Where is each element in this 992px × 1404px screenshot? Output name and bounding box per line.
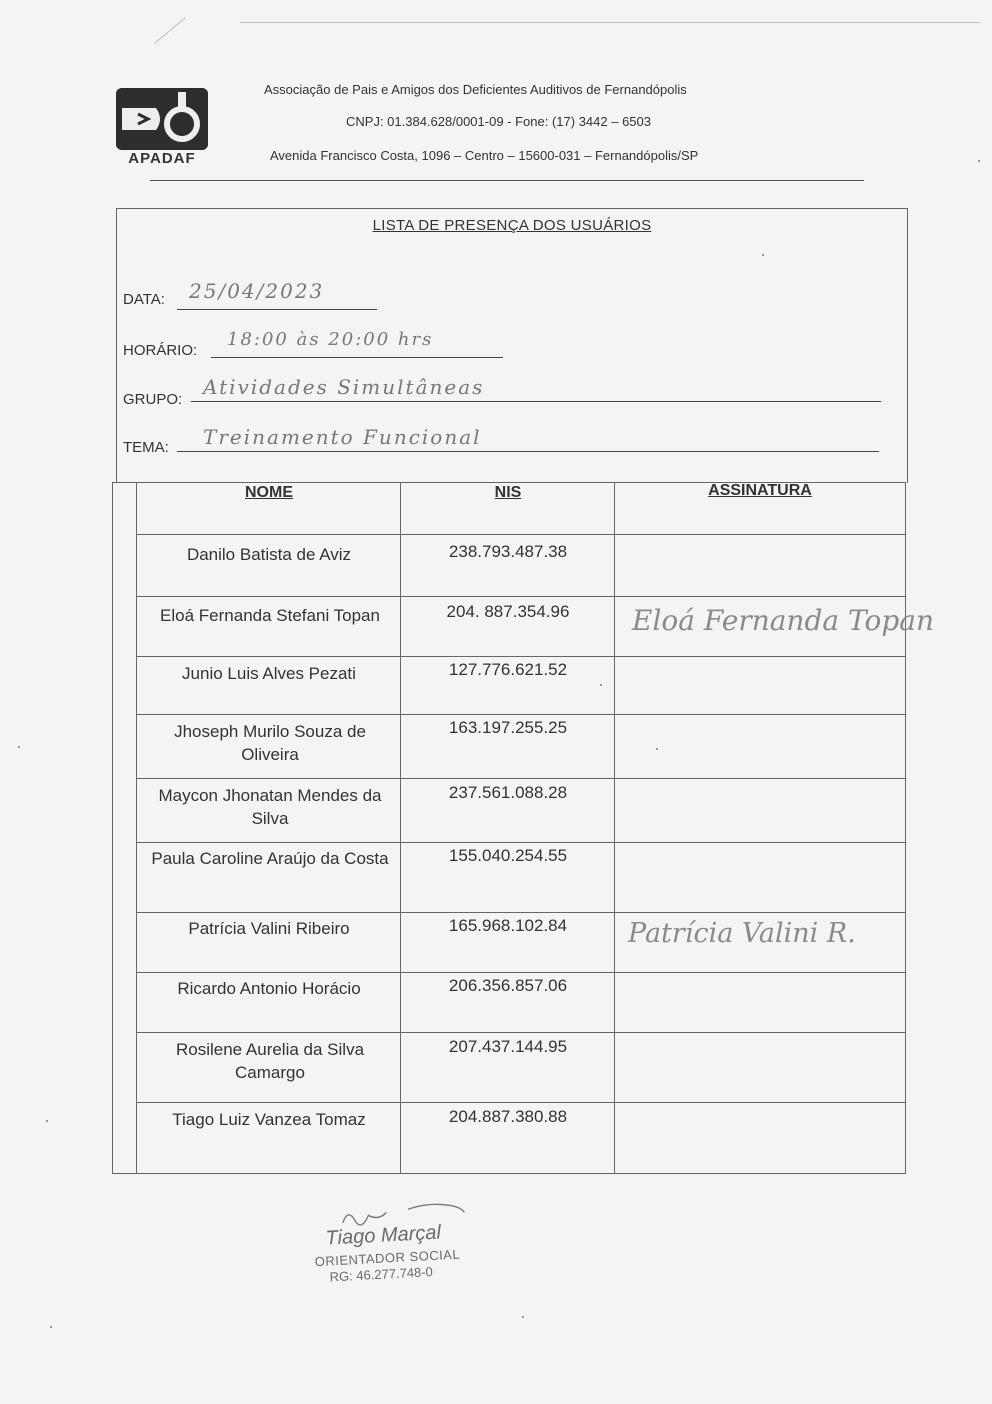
row-divider [136,596,906,597]
table-row-name: Eloá Fernanda Stefani Topan [160,606,380,625]
logo-text: APADAF [128,150,196,167]
table-row-name: Junio Luis Alves Pezati [182,664,356,683]
horario-label: HORÁRIO: [123,342,198,359]
data-underline [177,309,377,310]
social-advisor-stamp [298,1195,492,1295]
scan-speck [46,1120,48,1122]
row-divider [136,842,906,843]
row-divider [136,912,906,913]
column-header-nome: NOME [245,484,293,501]
table-row-name: Ricardo Antonio Horácio [177,979,361,998]
scan-speck [656,748,658,750]
header-divider [150,180,864,181]
grupo-underline [191,401,881,402]
table-row-nis: 238.793.487.38 [448,542,568,561]
column-divider-1 [400,482,401,1174]
stamp-name: Tiago Marçal [324,1221,442,1250]
horario-value: 18:00 às 20:00 hrs [227,329,434,350]
table-row-nis: 155.040.254.55 [448,846,568,865]
row-divider [136,534,906,535]
data-value: 25/04/2023 [189,279,325,303]
stamp-role: ORIENTADOR SOCIAL [314,1246,461,1270]
data-label: DATA: [123,291,165,308]
table-row-nis: 127.776.621.52 [448,660,568,679]
table-row-nis: 165.968.102.84 [448,916,568,935]
stamp-rg: RG: 46.277.748-0 [329,1264,434,1285]
table-row-nis: 237.561.088.28 [448,783,568,802]
tema-label: TEMA: [123,439,169,456]
apadaf-logo [114,88,210,168]
table-inner-left [136,482,137,1174]
grupo-value: Atividades Simultâneas [203,375,485,399]
signature: Eloá Fernanda Topan [632,604,934,637]
scan-edge-corner [154,17,185,43]
tema-underline [177,451,879,452]
address-line: Avenida Francisco Costa, 1096 – Centro – 15600-031 – Fernandópolis/SP [270,148,699,163]
column-header-nis: NIS [494,484,522,501]
table-row-nis: 206.356.857.06 [448,976,568,995]
table-row-name: Jhoseph Murilo Souza de Oliveira [174,722,366,764]
association-name: Associação de Pais e Amigos dos Deficientes Auditivos de Fernandópolis [264,82,687,97]
table-row-name: Rosilene Aurelia da Silva Camargo [175,1040,365,1082]
table-row-name: Maycon Jhonatan Mendes da Silva [158,786,382,828]
table-row-nis: 207.437.144.95 [448,1037,568,1056]
table-row-nis: 204.887.380.88 [448,1107,568,1126]
table-border-left [112,482,113,1174]
tema-value: Treinamento Funcional [203,425,482,449]
scan-speck [50,1326,52,1328]
column-header-assinatura: ASSINATURA [708,482,812,499]
table-row-nis: 163.197.255.25 [448,718,568,737]
scan-speck [600,684,602,686]
row-divider [136,972,906,973]
form-title: LISTA DE PRESENÇA DOS USUÁRIOS [372,217,652,234]
grupo-label: GRUPO: [123,391,183,408]
logo-mark-icon [116,88,208,150]
scan-edge-top [240,22,980,23]
table-border-right [905,482,906,1174]
attendance-form-header [116,208,908,483]
row-divider [136,1032,906,1033]
row-divider [136,1102,906,1103]
cnpj-phone-line: CNPJ: 01.384.628/0001-09 - Fone: (17) 3442 – 6503 [346,114,651,129]
row-divider [136,656,906,657]
table-row-nis: 204. 887.354.96 [446,602,570,621]
scan-speck [522,1316,524,1318]
row-divider [136,778,906,779]
row-divider [136,714,906,715]
scan-speck [18,746,20,748]
scan-speck [978,160,980,162]
table-bottom-line [112,1173,906,1174]
table-row-name: Tiago Luiz Vanzea Tomaz [172,1110,366,1129]
table-row-name: Danilo Batista de Aviz [186,545,352,564]
table-row-name: Patrícia Valini Ribeiro [188,919,350,938]
column-divider-2 [614,482,615,1174]
table-row-name: Paula Caroline Araújo da Costa [151,849,389,868]
scan-speck [762,254,764,256]
horario-underline [211,357,503,358]
signature: Patrícia Valini R. [628,918,856,949]
